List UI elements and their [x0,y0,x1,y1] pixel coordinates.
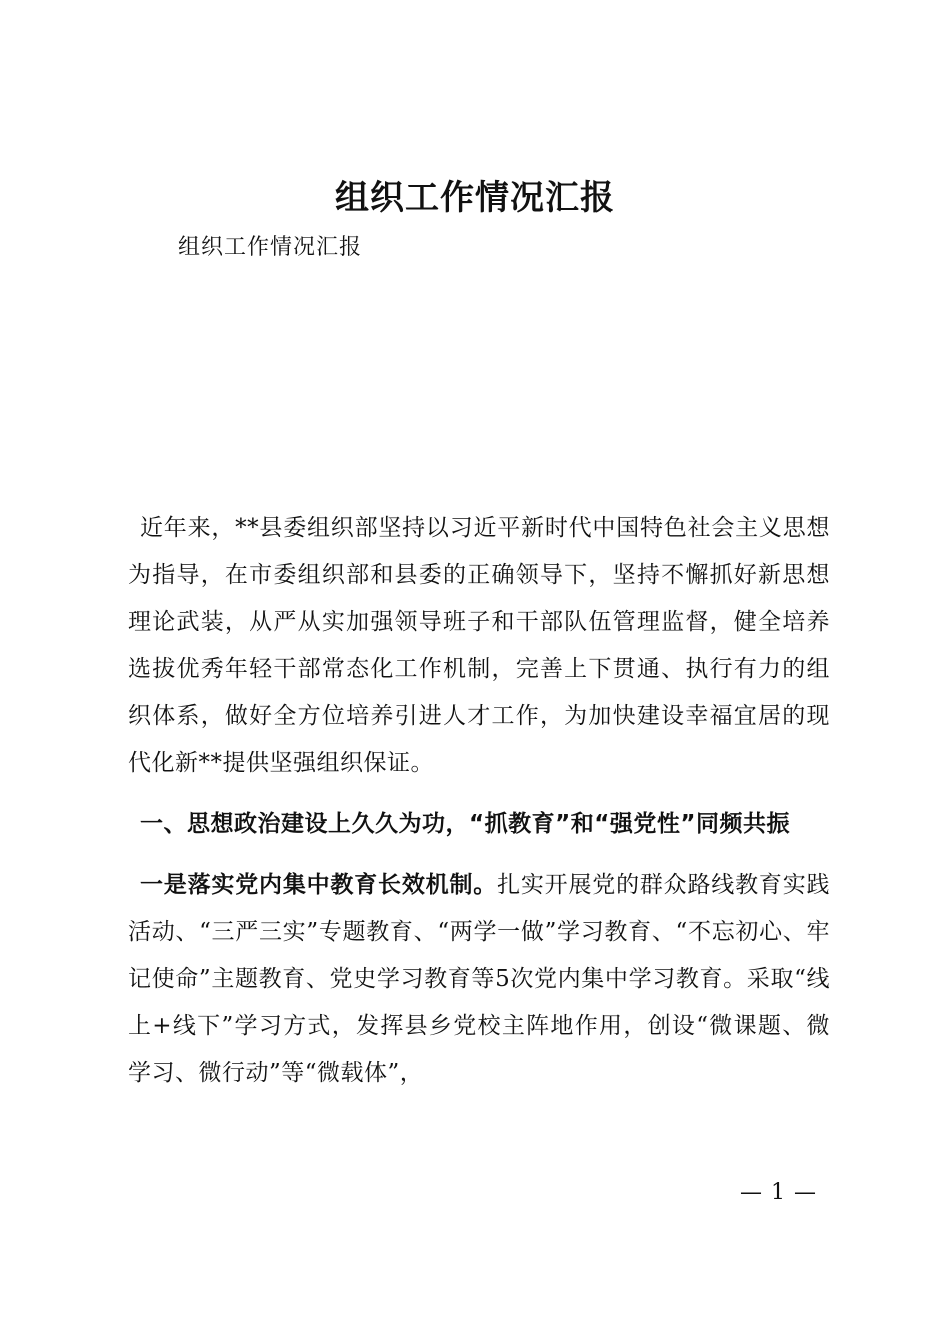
page-number: — 1 — [740,1180,817,1205]
document-body [128,505,830,1097]
paragraph-lead: 一是落实党内集中教育长效机制。 [140,872,498,898]
section-heading: 一、思想政治建设上久久为功，“抓教育”和“强党性”同频共振 [140,811,790,837]
document-title: 组织工作情况汇报 [335,178,615,218]
section-paragraph [128,862,830,1097]
intro-paragraph: 近年来，**县委组织部坚持以习近平新时代中国特色社会主义思想为指导，在市委组织部和县委的正确领导下，坚持不懈抓好新思想理论武装，从严从实加强领导班子和干部队伍管理监督，健全培养选拔优秀年轻干部常态化工作机制，完善上下贯通、执行有力的组织体系，做好全方位培养引进人才工作，为加快建设幸福宜居的现代化新**提供坚强组织保证。 [128,515,830,776]
document-subtitle: 组织工作情况汇报 [178,235,363,260]
paragraph-text: 扎实开展党的群众路线教育实践活动、“三严三实”专题教育、“两学一做”学习教育、“不忘初心、牢记使命”主题教育、党史学习教育等5次党内集中学习教育。采取“线上+线下”学习方式，发挥县乡党校主阵地作用，创设“微课题、微学习、微行动”等“微载体”， [128,872,831,1086]
